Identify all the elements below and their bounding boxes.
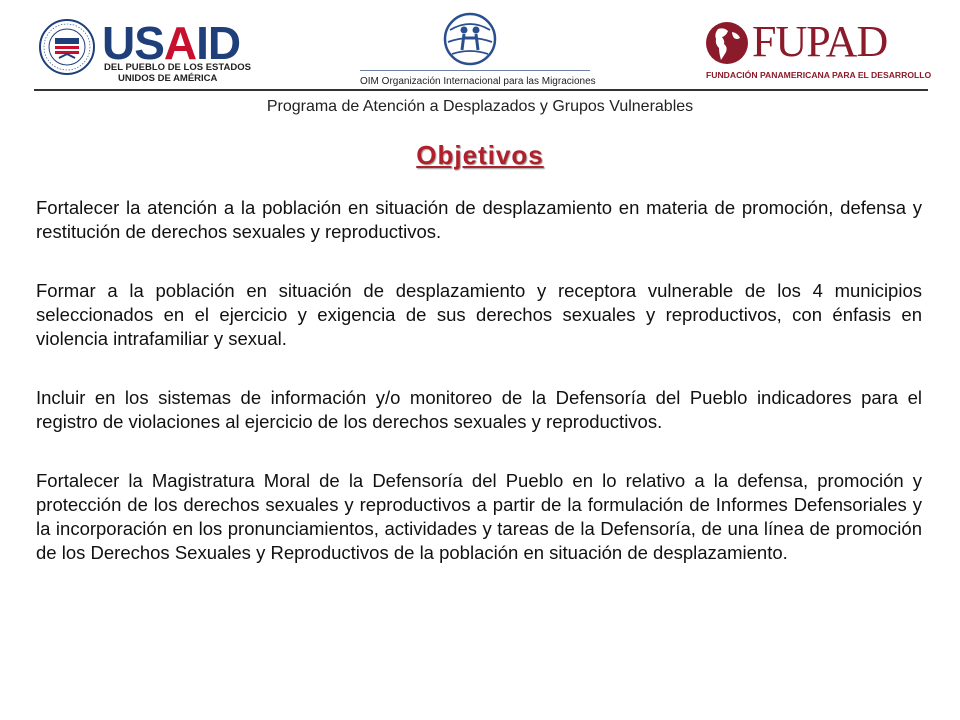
fupad-wordmark: FUPAD [752,17,888,66]
fupad-globe-icon [704,20,750,66]
usaid-seal-icon [38,18,96,76]
objective-paragraph: Fortalecer la atención a la población en situación de desplazamiento en materia de promoción, defensa y restitución de derechos sexuales y reproductivos. [36,197,922,242]
header [0,0,960,92]
header-rule [34,89,928,91]
fupad-subtitle: FUNDACIÓN PANAMERICANA PARA EL DESARROLLO [706,70,932,80]
usaid-subtitle-line2: UNIDOS DE AMÉRICA [118,73,218,84]
oim-divider [360,70,590,71]
program-title: Programa de Atención a Desplazados y Grupos Vulnerables [266,98,694,115]
usaid-wordmark: USAID [102,17,241,69]
oim-caption: OIM Organización Internacional para las Migraciones [360,76,596,87]
oim-emblem-icon [440,12,500,68]
objective-paragraph: Fortalecer la Magistratura Moral de la Defensoría del Pueblo en lo relativo a la defensa, promoción y protección de los derechos sexuales y reproductivos a partir de la formulación de Informes Defensoriales y la incorporación en los pronunciamientos, actividades y tareas de la Defensoría, de una línea de promoción de los Derechos Sexuales y Reproductivos de la población en situación de desplazamiento. [36,470,922,563]
page-title: Objetivos [416,140,544,170]
usaid-logo [38,14,251,84]
oim-logo [360,12,596,87]
fupad-logo [704,17,932,86]
objectives-body [36,196,922,600]
usaid-subtitle-line1: DEL PUEBLO DE LOS ESTADOS [104,62,251,73]
objective-paragraph: Incluir en los sistemas de información y/o monitoreo de la Defensoría del Pueblo indicadores para el registro de violaciones al ejercicio de los derechos sexuales y reproductivos. [36,387,922,432]
objective-paragraph: Formar a la población en situación de desplazamiento y receptora vulnerable de los 4 municipios seleccionados en el ejercicio y exigencia de sus derechos sexuales y reproductivos, con énfasis en violencia intrafamiliar y sexual. [36,280,922,349]
